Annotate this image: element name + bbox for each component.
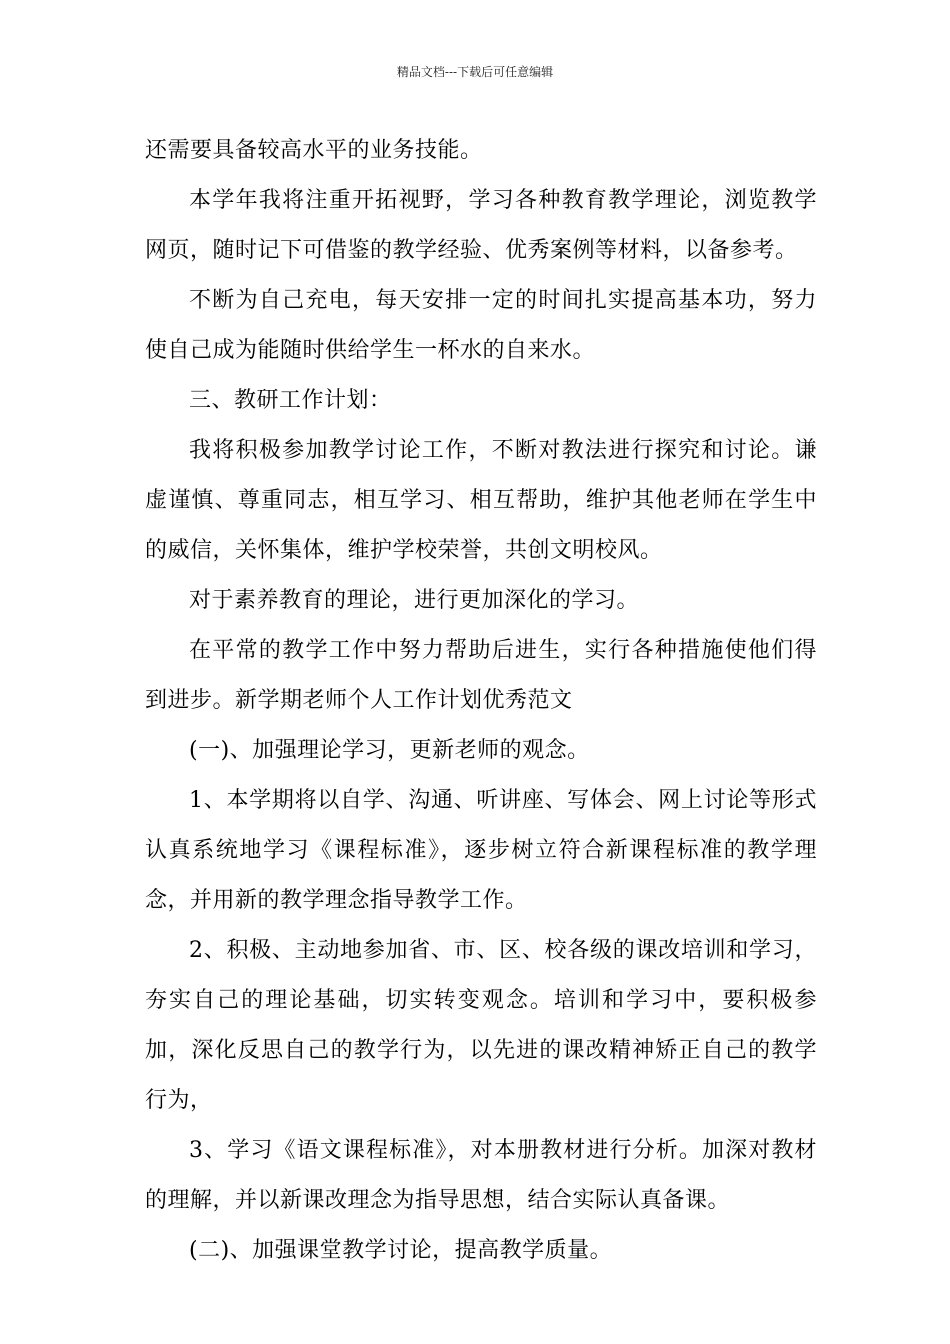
document-body bbox=[145, 126, 817, 1276]
section-heading: (二)、加强课堂教学讨论，提高教学质量。 bbox=[189, 1238, 613, 1263]
paragraph: 不断为自己充电，每天安排一定的时间扎实提高基本功，努力使自己成为能随时供给学生一杯水的自来水。 bbox=[145, 288, 817, 363]
paragraph: 对于素养教育的理论，进行更加深化的学习。 bbox=[189, 588, 640, 613]
paragraph: 本学年我将注重开拓视野，学习各种教育教学理论，浏览教学网页，随时记下可借鉴的教学经验、优秀案例等材料，以备参考。 bbox=[145, 188, 817, 263]
page-header: 精品文档---下载后可任意编辑 bbox=[396, 65, 554, 79]
section-heading: (一)、加强理论学习，更新老师的观念。 bbox=[189, 738, 590, 763]
paragraph: 3、学习《语文课程标准》，对本册教材进行分析。加深对教材的理解，并以新课改理念为指导思想，结合实际认真备课。 bbox=[145, 1138, 817, 1213]
section-heading: 三、教研工作计划： bbox=[189, 388, 392, 413]
paragraph: 我将积极参加教学讨论工作，不断对教法进行探究和讨论。谦虚谨慎、尊重同志，相互学习、相互帮助，维护其他老师在学生中的威信，关怀集体，维护学校荣誉，共创文明校风。 bbox=[145, 438, 817, 563]
paragraph: 2、积极、主动地参加省、市、区、校各级的课改培训和学习，夯实自己的理论基础，切实转变观念。培训和学习中，要积极参加，深化反思自己的教学行为，以先进的课改精神矫正自己的教学行为， bbox=[145, 938, 817, 1113]
paragraph: 1、本学期将以自学、沟通、听讲座、写体会、网上讨论等形式认真系统地学习《课程标准》，逐步树立符合新课程标准的教学理念，并用新的教学理念指导教学工作。 bbox=[145, 788, 817, 913]
paragraph: 还需要具备较高水平的业务技能。 bbox=[145, 138, 483, 163]
paragraph: 在平常的教学工作中努力帮助后进生，实行各种措施使他们得到进步。新学期老师个人工作计划优秀范文 bbox=[145, 638, 817, 713]
